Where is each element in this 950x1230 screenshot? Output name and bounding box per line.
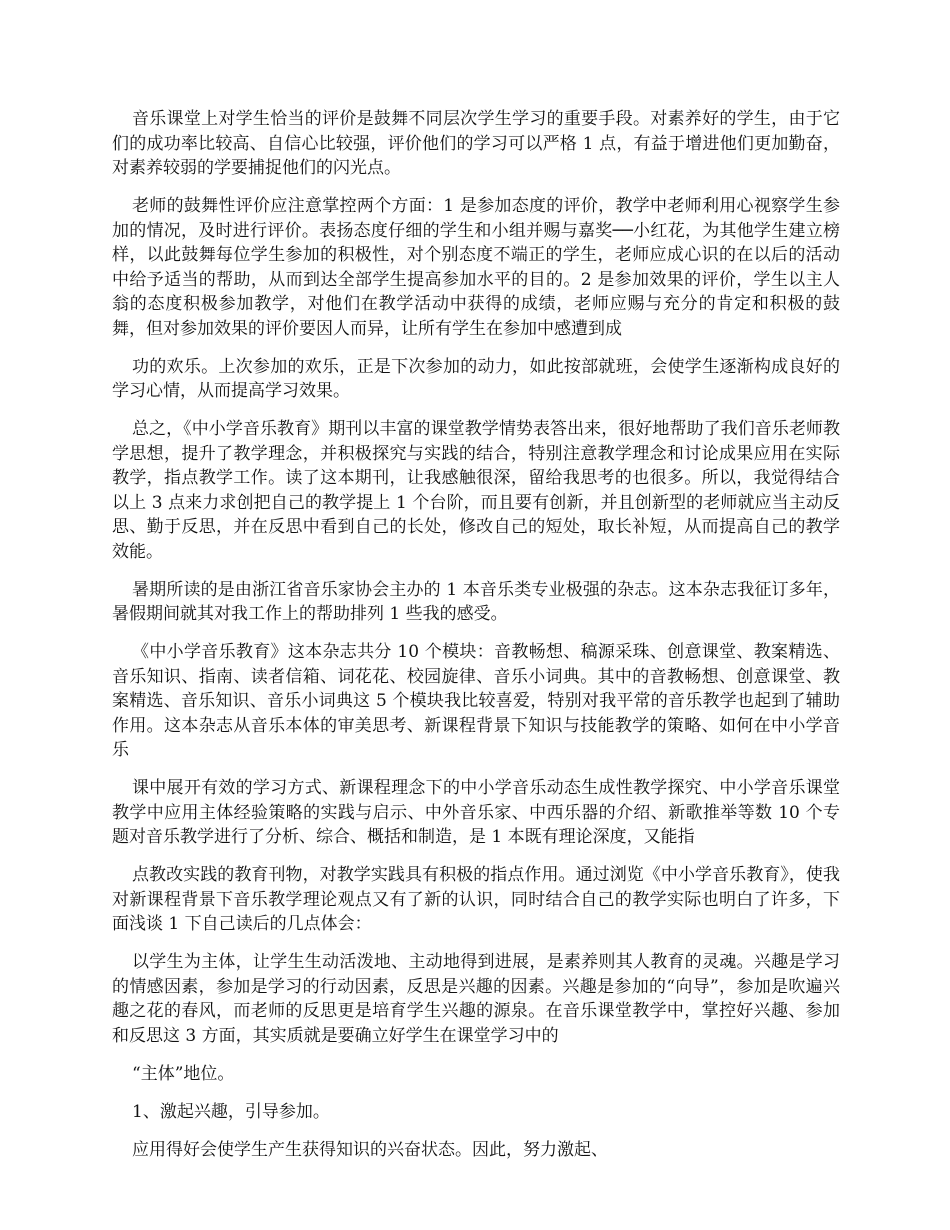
paragraph-1: 音乐课堂上对学生恰当的评价是鼓舞不同层次学生学习的重要手段。对素养好的学生，由于它们的成功率比较高、自信心比较强，评价他们的学习可以严格 1 点，有益于增进他们更加勤奋，对素养较弱的学要捕捉他们的闪光点。: [112, 109, 840, 178]
paragraph-6: 《中小学音乐教育》这本杂志共分 10 个模块：音教畅想、稿源采珠、创意课堂、教案精选、音乐知识、指南、读者信箱、词花花、校园旋律、音乐小词典。其中的音教畅想、创意课堂、教案精选、音乐知识、音乐小词典这 5 个模块我比较喜爱，特别对我平常的音乐教学也起到了辅助作用。这本杂志从音乐本体的审美思考、新课程背景下知识与技能教学的策略、如何在中小学音乐: [112, 642, 840, 760]
document-body: [112, 107, 840, 1176]
paragraph-8: 点教改实践的教育刊物，对教学实践具有积极的指点作用。通过浏览《中小学音乐教育》，使我对新课程背景下音乐教学理论观点又有了新的认识，同时结合自己的教学实际也明白了许多，下面浅谈 1 下自己读后的几点体会：: [112, 865, 840, 934]
paragraph-10: “主体”地位。: [132, 1063, 235, 1084]
paragraph-7: 课中展开有效的学习方式、新课程理念下的中小学音乐动态生成性教学探究、中小学音乐课堂教学中应用主体经验策略的实践与启示、中外音乐家、中西乐器的介绍、新歌推举等数 10 个专题对音乐教学进行了分析、综合、概括和制造，是 1 本既有理论深度，又能指: [112, 778, 840, 847]
paragraph-12: 应用得好会使学生产生获得知识的兴奋状态。因此，努力激起、: [132, 1139, 608, 1160]
paragraph-4: 总之，《中小学音乐教育》期刊以丰富的课堂教学情势表答出来，很好地帮助了我们音乐老师教学思想，提升了教学理念，并积极探究与实践的结合，特别注意教学理念和讨论成果应用在实际教学，指点教学工作。读了这本期刊，让我感触很深，留给我思考的也很多。所以，我觉得结合以上 3 点来力求创把自己的教学提上 1 个台阶，而且要有创新，并且创新型的老师就应当主动反思、勤于反思，并在反思中看到自己的长处，修改自己的短处，取长补短，从而提高自己的教学效能。: [112, 419, 840, 562]
paragraph-9: 以学生为主体，让学生生动活泼地、主动地得到进展，是素养则其人教育的灵魂。兴趣是学习的情感因素，参加是学习的行动因素，反思是兴趣的因素。兴趣是参加的“向导”，参加是吹遍兴趣之花的春风，而老师的反思更是培育学生兴趣的源泉。在音乐课堂教学中，掌控好兴趣、参加和反思这 3 方面，其实质就是要确立好学生在课堂学习中的: [112, 952, 840, 1046]
paragraph-3: 功的欢乐。上次参加的欢乐，正是下次参加的动力，如此按部就班，会使学生逐渐构成良好的学习心情，从而提高学习效果。: [112, 356, 840, 401]
section-heading: 1、激起兴趣，引导参加。: [132, 1101, 330, 1122]
paragraph-5: 暑期所读的是由浙江省音乐家协会主办的 1 本音乐类专业极强的杂志。这本杂志我征订多年，暑假期间就其对我工作上的帮助排列 1 些我的感受。: [112, 579, 840, 624]
paragraph-2: 老师的鼓舞性评价应注意掌控两个方面：1 是参加态度的评价，教学中老师利用心视察学生参加的情况，及时进行评价。表扬态度仔细的学生和小组并赐与嘉奖──小红花，为其他学生建立榜样，以此鼓舞每位学生参加的积极性，对个别态度不端正的学生，老师应成心识的在以后的活动中给予适当的帮助，从而到达全部学生提高参加水平的目的。2 是参加效果的评价，学生以主人翁的态度积极参加教学，对他们在教学活动中获得的成绩，老师应赐与充分的肯定和积极的鼓舞，但对参加效果的评价要因人而异，让所有学生在参加中感遭到成: [112, 196, 840, 339]
